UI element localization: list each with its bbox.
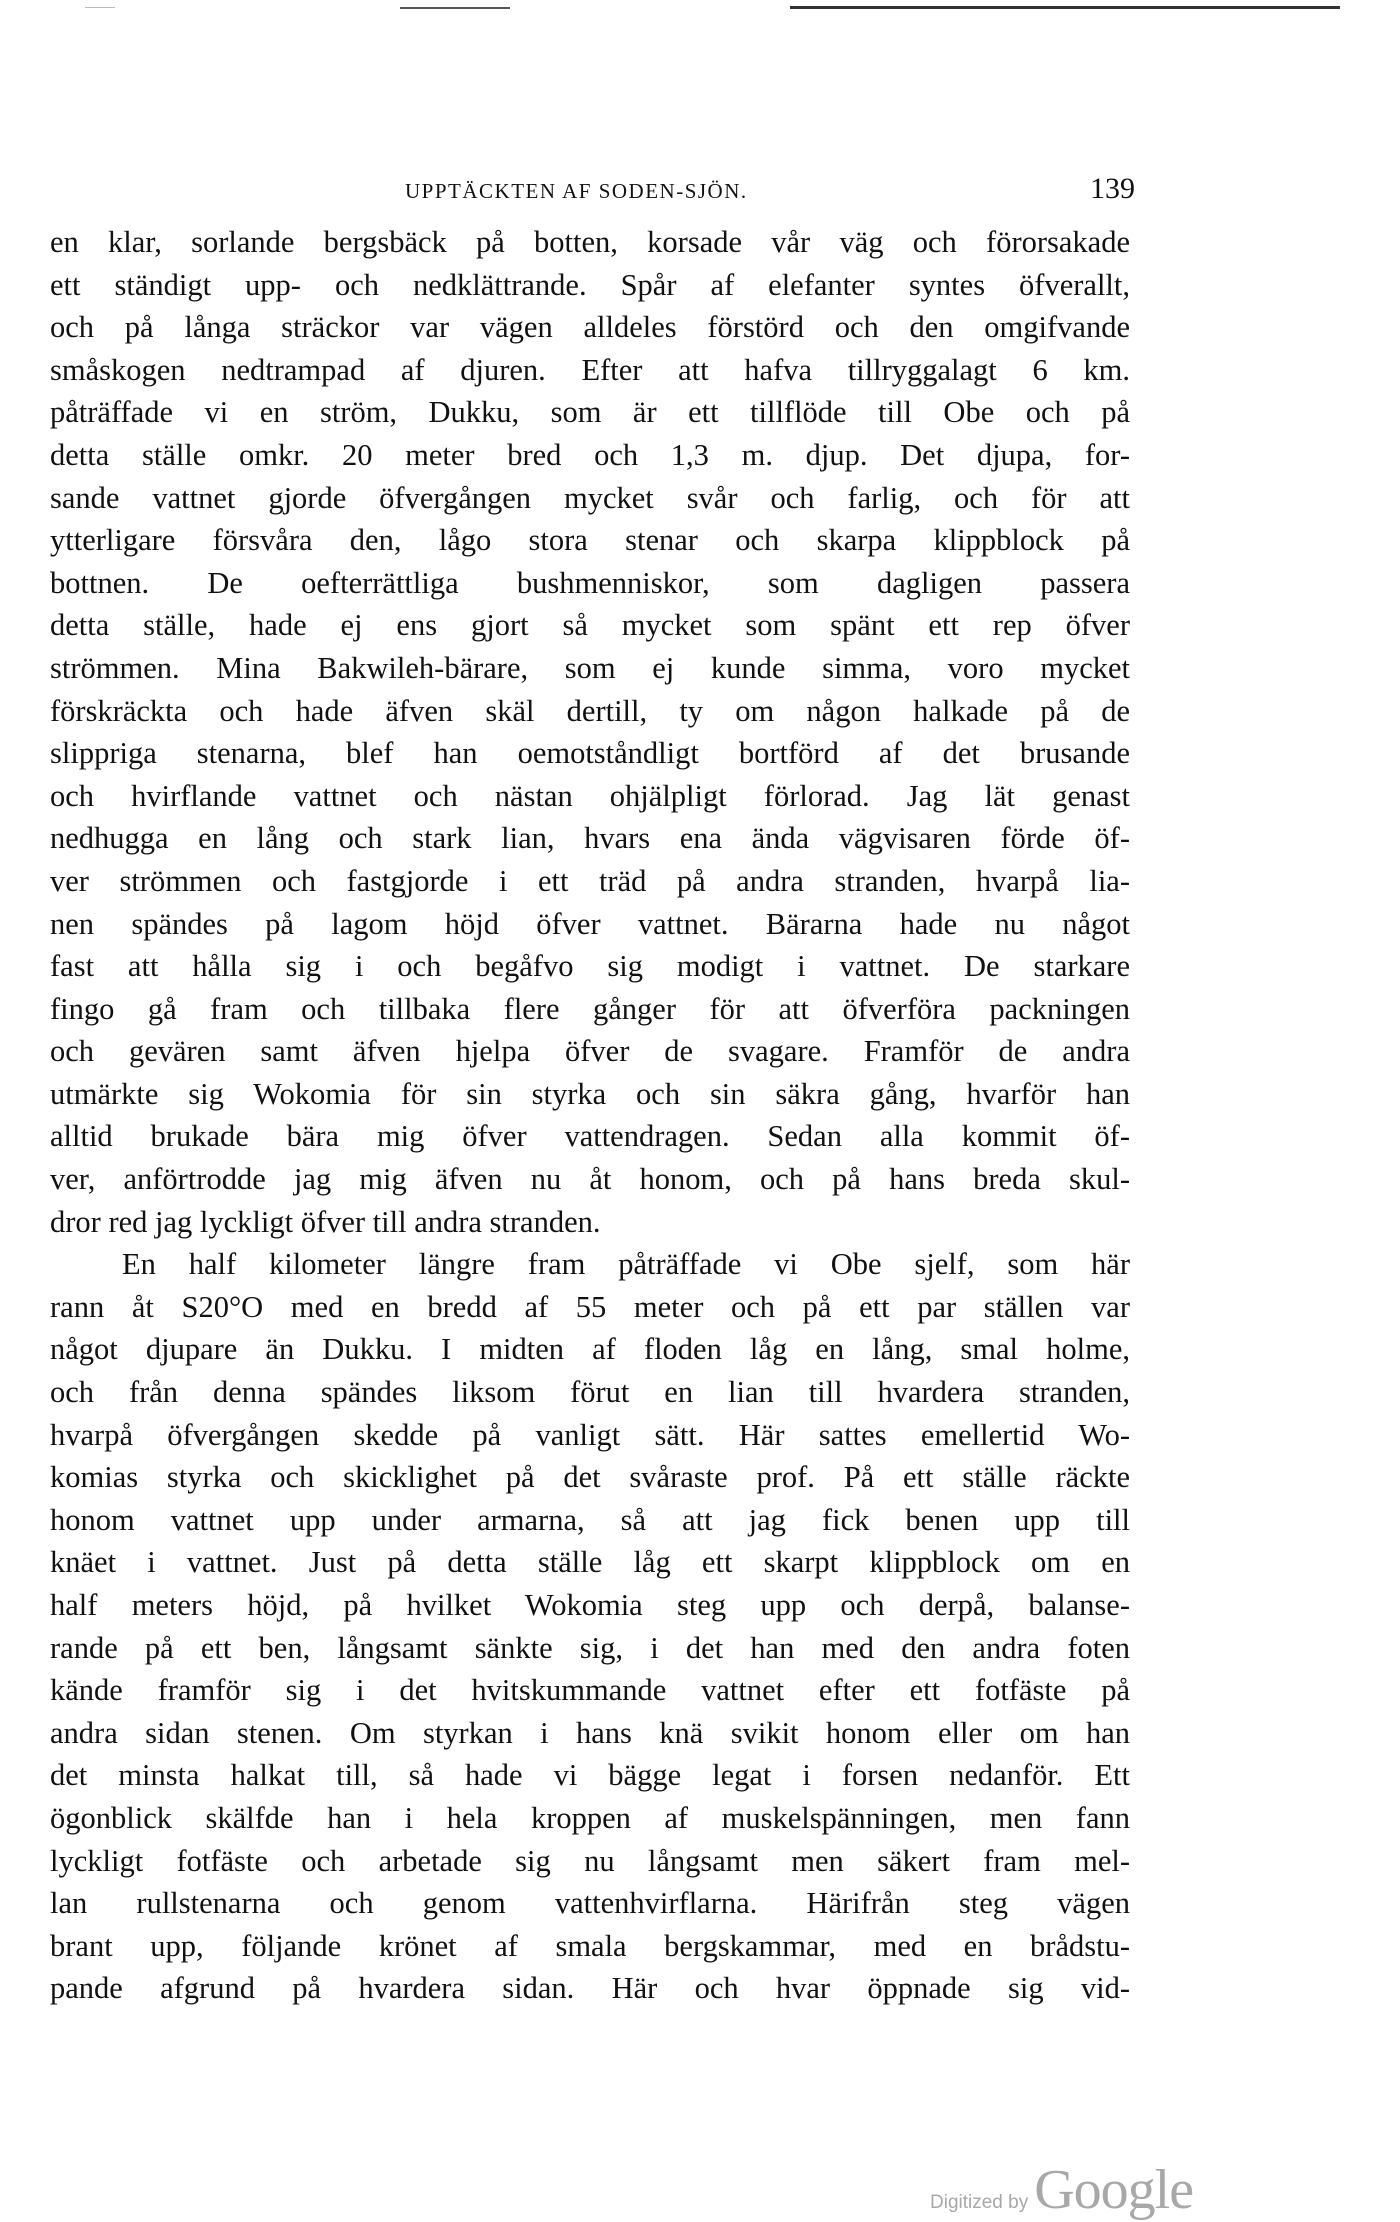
text-line: half meters höjd, på hvilket Wokomia steg upp och derpå, balanse- bbox=[50, 1588, 1130, 1622]
text-line: honom vattnet upp under armarna, så att jag fick benen upp till bbox=[50, 1502, 1130, 1537]
text-line: rann åt S20°O med en bredd af 55 meter och på ett par ställen var bbox=[50, 1289, 1130, 1324]
text-line: komias styrka och skicklighet på det svåraste prof. På ett ställe räckte bbox=[50, 1460, 1130, 1495]
text-line: ver, anförtrodde jag mig äfven nu åt honom, och på hans breda skul- bbox=[50, 1162, 1130, 1197]
running-title: UPPTÄCKTEN AF SODEN-SJÖN. bbox=[405, 179, 748, 203]
google-logo: Google bbox=[1034, 2159, 1194, 2221]
text-line: strömmen. Mina Bakwileh-bärare, som ej kunde simma, voro mycket bbox=[50, 650, 1130, 685]
text-line: småskogen nedtrampad af djuren. Efter att hafva tillryggalagt 6 km. bbox=[50, 352, 1130, 387]
text-line: detta ställe, hade ej ens gjort så mycket som spänt ett rep öfver bbox=[50, 608, 1130, 643]
text-line: det minsta halkat till, så hade vi bägge legat i forsen nedanför. Ett bbox=[50, 1758, 1130, 1793]
text-line: förskräckta och hade äfven skäl dertill, ty om någon halkade på de bbox=[50, 693, 1130, 728]
text-line: kände framför sig i det hvitskummande vattnet efter ett fotfäste på bbox=[50, 1673, 1130, 1708]
text-line: fast att hålla sig i och begåfvo sig modigt i vattnet. De starkare bbox=[50, 949, 1130, 984]
text-line: sande vattnet gjorde öfvergången mycket svår och farlig, och för att bbox=[50, 480, 1130, 515]
text-line: hvarpå öfvergången skedde på vanligt sätt. Här sattes emellertid Wo- bbox=[50, 1417, 1130, 1452]
text-line: En half kilometer längre fram påträffade vi Obe sjelf, som här bbox=[122, 1247, 1130, 1282]
text-line: knäet i vattnet. Just på detta ställe låg ett skarpt klippblock om en bbox=[50, 1545, 1130, 1580]
page-number: 139 bbox=[1090, 172, 1135, 205]
text-line: dror red jag lyckligt öfver till andra stranden. bbox=[50, 1204, 601, 1239]
text-line: en klar, sorlande bergsbäck på botten, korsade vår väg och förorsakade bbox=[50, 225, 1130, 259]
running-head bbox=[405, 172, 1135, 206]
scan-edge-mark bbox=[85, 7, 115, 8]
text-line: fingo gå fram och tillbaka flere gånger för att öfverföra packningen bbox=[50, 991, 1130, 1026]
body-text bbox=[50, 221, 1130, 2010]
text-line: påträffade vi en ström, Dukku, som är ett tillflöde till Obe och på bbox=[50, 395, 1130, 430]
text-line: och gevären samt äfven hjelpa öfver de svagare. Framför de andra bbox=[50, 1034, 1130, 1069]
digitized-by-label: Digitized by bbox=[930, 2192, 1029, 2213]
text-line: brant upp, följande krönet af smala bergskammar, med en brådstu- bbox=[50, 1928, 1130, 1963]
text-line: ett ständigt upp- och nedklättrande. Spår af elefanter syntes öfverallt, bbox=[50, 267, 1130, 302]
text-line: och från denna spändes liksom förut en lian till hvardera stranden, bbox=[50, 1375, 1130, 1410]
text-line: och hvirflande vattnet och nästan ohjälpligt förlorad. Jag lät genast bbox=[50, 778, 1130, 813]
text-line: nen spändes på lagom höjd öfver vattnet. Bärarna hade nu något bbox=[50, 906, 1130, 941]
text-line: detta ställe omkr. 20 meter bred och 1,3 m. djup. Det djupa, for- bbox=[50, 437, 1130, 472]
text-line: och på långa sträckor var vägen alldeles förstörd och den omgifvande bbox=[50, 310, 1130, 345]
text-line: nedhugga en lång och stark lian, hvars ena ända vägvisaren förde öf- bbox=[50, 821, 1130, 856]
text-line: lyckligt fotfäste och arbetade sig nu långsamt men säkert fram mel- bbox=[50, 1843, 1130, 1878]
text-line: bottnen. De oefterrättliga bushmenniskor, som dagligen passera bbox=[50, 565, 1130, 600]
text-line: utmärkte sig Wokomia för sin styrka och sin säkra gång, hvarför han bbox=[50, 1076, 1130, 1111]
text-line: slippriga stenarna, blef han oemotståndligt bortförd af det brusande bbox=[50, 736, 1130, 771]
text-line: ögonblick skälfde han i hela kroppen af muskelspänningen, men fann bbox=[50, 1800, 1130, 1835]
text-line: något djupare än Dukku. I midten af floden låg en lång, smal holme, bbox=[50, 1332, 1130, 1367]
text-line: pande afgrund på hvardera sidan. Här och hvar öppnade sig vid- bbox=[50, 1971, 1130, 2006]
scan-edge-mark bbox=[790, 6, 1340, 9]
scan-edge-mark bbox=[400, 7, 510, 9]
text-line: ytterligare försvåra den, lågo stora stenar och skarpa klippblock på bbox=[50, 523, 1130, 558]
text-line: ver strömmen och fastgjorde i ett träd på andra stranden, hvarpå lia- bbox=[50, 863, 1130, 898]
text-line: andra sidan stenen. Om styrkan i hans knä svikit honom eller om han bbox=[50, 1715, 1130, 1750]
text-line: alltid brukade bära mig öfver vattendragen. Sedan alla kommit öf- bbox=[50, 1119, 1130, 1154]
text-line: rande på ett ben, långsamt sänkte sig, i det han med den andra foten bbox=[50, 1630, 1130, 1665]
digitized-by-google-watermark bbox=[930, 2158, 1193, 2222]
text-line: lan rullstenarna och genom vattenhvirflarna. Härifrån steg vägen bbox=[50, 1886, 1130, 1921]
